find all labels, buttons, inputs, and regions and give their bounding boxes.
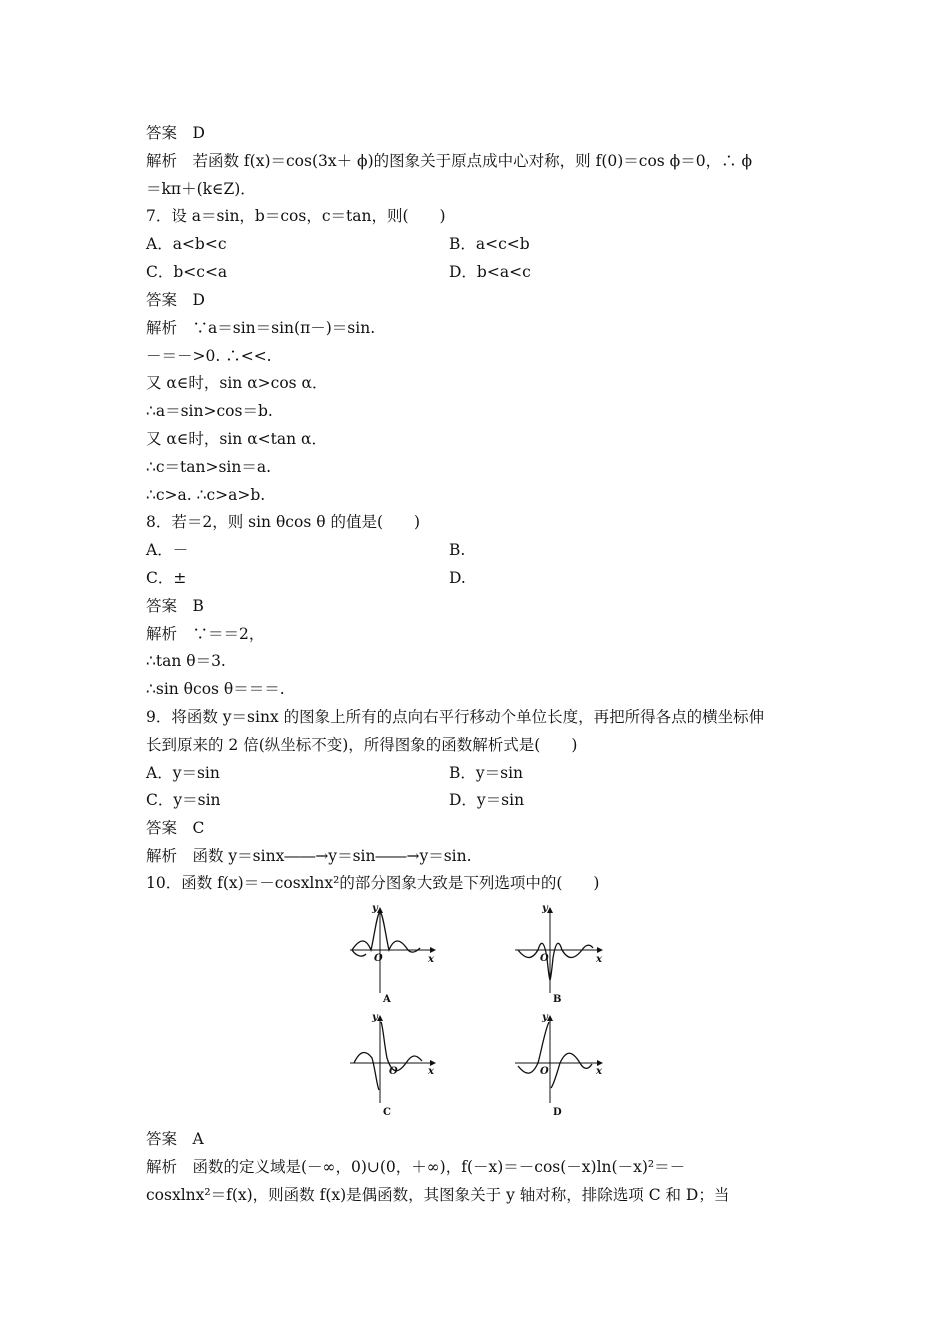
text-line: 解析 函数 y＝sinx――→y＝sin――→y＝sin. [146,847,472,865]
text-line: 9．将函数 y＝sinx 的图象上所有的点向右平行移动个单位长度，再把所得各点的横坐标伸 [146,708,765,726]
text-line: C．b<c<a [146,263,228,281]
graph-d [515,1012,603,1118]
text-line: A．y＝sin [146,764,220,782]
text-line: C．± [146,569,187,587]
graph-b-y-label: y [542,903,548,914]
text-line: 10．函数 f(x)＝－cosxlnx²的部分图象大致是下列选项中的( ) [146,874,600,892]
graph-d-origin-label: O [540,1066,549,1077]
text-line: 7．设 a＝sin，b＝cos，c＝tan，则( ) [146,207,446,225]
text-line: 长到原来的 2 倍(纵坐标不变)，所得图象的函数解析式是( ) [146,736,578,754]
graph-a-origin-label: O [374,953,383,964]
graph-a-caption: A [383,994,391,1005]
text-line: 又 α∈时，sin α<tan α． [146,430,327,448]
graph-c [350,1012,435,1118]
text-line: B．a<c<b [449,235,530,253]
text-line: C．y＝sin [146,791,221,809]
graph-c-origin-label: O [389,1066,398,1077]
text-line: 答案 C [146,819,205,837]
text-line: A．a<b<c [146,235,227,253]
text-line: 解析 ∵＝＝2， [146,625,265,643]
graph-c-x-label: x [428,1066,434,1077]
graph-a [350,903,435,1005]
graph-c-caption: C [383,1107,391,1118]
graph-a-x-label: x [428,954,434,965]
graph-b-x-label: x [596,954,602,965]
text-line: B．y＝sin [449,764,524,782]
option-graphs-svg [340,898,610,1120]
text-line: 答案 D [146,124,205,142]
text-line: 8．若＝2，则 sin θcos θ 的值是( ) [146,513,421,531]
text-line: D．b<a<c [449,263,531,281]
text-line: ∴c>a. ∴c>a>b. [146,486,266,504]
text-line: ＝kπ＋(k∈Z)． [146,180,256,198]
text-line: D. [449,569,466,587]
option-graphs-figure [340,898,610,1120]
graph-b-caption: B [553,994,562,1005]
text-line: －＝－>0. ∴<<. [146,347,272,365]
graph-a-y-label: y [372,903,378,914]
text-line: cosxlnx²＝f(x)，则函数 f(x)是偶函数，其图象关于 y 轴对称，排除选项 C 和 D；当 [146,1186,730,1204]
graph-d-y-label: y [542,1012,548,1023]
graph-b-origin-label: O [540,953,549,964]
graph-b [515,903,603,1005]
text-line: 解析 若函数 f(x)＝cos(3x＋ ϕ)的图象关于原点成中心对称，则 f(0)＝cos ϕ＝0，∴ ϕ [146,152,753,170]
text-line: 又 α∈时，sin α>cos α． [146,374,328,392]
text-line: B. [449,541,466,559]
text-line: 答案 A [146,1130,204,1148]
graph-c-y-label: y [372,1012,378,1023]
text-line: 解析 ∵a＝sin＝sin(π－)＝sin. [146,319,376,337]
text-line: ∴tan θ＝3. [146,652,226,670]
text-line: ∴a＝sin>cos＝b. [146,402,273,420]
text-line: 答案 B [146,597,204,615]
graph-d-x-label: x [596,1066,602,1077]
text-line: A．－ [146,541,189,559]
text-line: ∴c＝tan>sin＝a. [146,458,272,476]
graph-d-caption: D [553,1107,562,1118]
text-line: 答案 D [146,291,205,309]
text-line: D．y＝sin [449,791,525,809]
text-line: ∴sin θcos θ＝＝＝. [146,680,285,698]
text-line: 解析 函数的定义域是(－∞，0)∪(0，＋∞)，f(－x)＝－cos(－x)ln(－x)²＝－ [146,1158,686,1176]
